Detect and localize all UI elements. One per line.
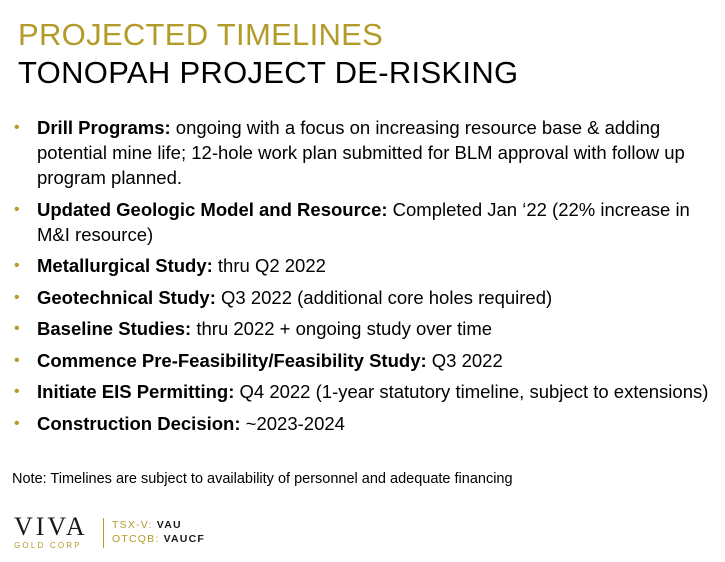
bullet-label: Baseline Studies: [37,318,192,339]
bullet-label: Metallurgical Study: [37,255,213,276]
bullet-label: Geotechnical Study: [37,286,216,308]
bullet-icon: • [14,383,20,400]
bullet-icon: • [14,257,20,274]
bullet-icon: • [14,200,20,218]
bullet-label: Construction Decision: [37,412,241,434]
ticker-row [112,532,205,546]
bullet-icon: • [14,119,20,136]
bullet-item-construction-decision [14,411,719,436]
bullet-text: Completed Jan ‘22 (22% increase in M&I resource) [37,198,690,245]
bullet-item-feasibility-study [14,348,719,373]
bullet-text: ongoing with a focus on increasing resource base & adding potential mine life; 12-hole work plan submitted for BLM approval with follow up program planned. [37,117,685,188]
bullet-icon: • [14,320,20,337]
bullet-item-geotechnical-study [14,285,719,310]
bullet-icon: • [14,351,20,369]
ticker-row [112,518,205,532]
bullet-text: Q4 2022 (1-year statutory timeline, subject to extensions) [234,381,709,402]
bullet-item-drill-programs [14,115,719,190]
slide-subtitle: TONOPAH PROJECT DE-RISKING [18,55,519,90]
ticker-symbol: VAU [156,519,182,531]
bullet-label: Updated Geologic Model and Resource: [37,198,388,220]
company-logo [14,514,94,551]
bullet-text: thru 2022 + ongoing study over time [191,318,493,339]
bullet-text: thru Q2 2022 [212,255,326,276]
bullet-label: Commence Pre-Feasibility/Feasibility Study: [37,349,427,371]
bullet-item-geologic-model [14,197,719,247]
ticker-block [112,518,205,546]
ticker-exchange: OTCQB: [112,533,160,545]
bullet-label: Initiate EIS Permitting: [37,381,235,402]
bullet-text: Q3 2022 [426,349,503,371]
logo-wordmark: VIVA [14,512,88,541]
bullet-label: Drill Programs: [37,117,171,138]
bullet-item-metallurgical-study [14,253,719,278]
footnote: Note: Timelines are subject to availability of personnel and adequate financing [12,471,513,487]
ticker-exchange: TSX-V: [112,519,153,531]
bullet-text: Q3 2022 (additional core holes required) [215,286,553,308]
logo-subtitle: GOLD CORP [14,541,82,550]
bullet-icon: • [14,288,20,306]
bullet-icon: • [14,414,20,432]
footer-divider [103,518,104,548]
ticker-symbol: VAUCF [163,533,205,545]
bullet-item-baseline-studies [14,316,719,341]
slide-title: PROJECTED TIMELINES [18,17,384,52]
bullet-list [14,115,719,442]
bullet-text: ~2023-2024 [240,412,345,434]
bullet-item-eis-permitting [14,379,719,404]
